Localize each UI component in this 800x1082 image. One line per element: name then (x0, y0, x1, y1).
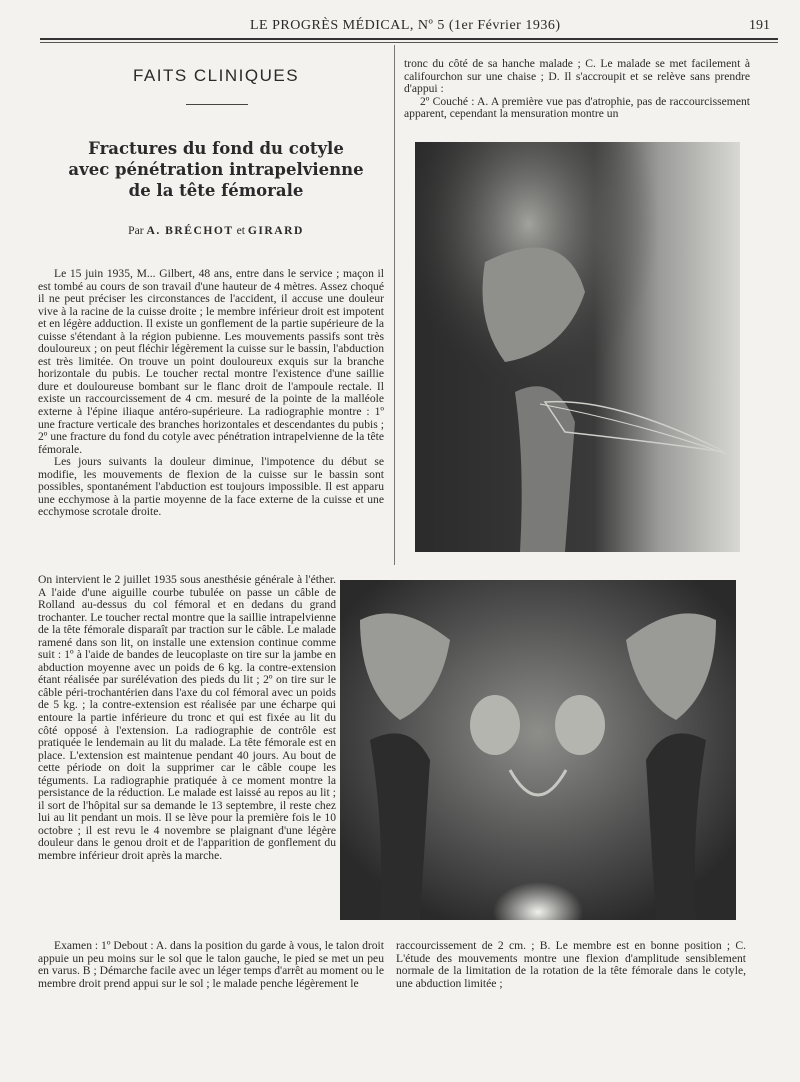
title-line: Fractures du fond du cotyle (88, 139, 344, 158)
column-divider (394, 45, 395, 565)
header-rule-thin (40, 42, 778, 43)
section-label: FAITS CLINIQUES (132, 66, 300, 85)
header-rule (40, 38, 778, 40)
radiograph-hip-right (415, 142, 740, 552)
author-name: A. BRÉCHOT (146, 224, 234, 237)
radiograph-pelvis (340, 580, 736, 920)
paragraph: raccourcissement de 2 cm. ; B. Le membre est en bonne position ; C. L'étude des mouvements montre une flexion d'amplitude sensiblement normale de la limitation de la rotation de la tête fémorale dans le cotyle, une abduction limitée ; (396, 939, 746, 990)
byline-joiner: et (236, 224, 245, 237)
radiograph-image (340, 580, 736, 920)
byline (40, 224, 392, 237)
journal-title: LE PROGRÈS MÉDICAL, Nº 5 (1er Février 1936) (250, 18, 561, 33)
section-divider (186, 104, 248, 105)
left-column-bottom-text (38, 940, 384, 990)
right-column-top-text (404, 58, 750, 121)
right-column-bottom-text (396, 940, 746, 990)
radiograph-image (415, 142, 740, 552)
title-line: de la tête fémorale (128, 181, 304, 200)
title-line: avec pénétration intrapelvienne (68, 160, 364, 179)
paragraph: 2º Couché : A. A première vue pas d'atrophie, pas de raccourcissement apparent, cependant la mensuration montre un (404, 94, 750, 121)
left-column-wrapped-text (38, 574, 336, 863)
article-title (40, 138, 392, 201)
paragraph: Le 15 juin 1935, M... Gilbert, 48 ans, entre dans le service ; maçon il est tombé au cours de son travail d'une hauteur de 4 mètres. Assez choqué il ne peut préciser les circonstances de l'accident, il accuse une douleur vive à la racine de la cuisse droite ; le membre inférieur droit est impotent et en légère adduction. Il existe un gonflement de la partie supérieure de la cuisse s'étendant à la région pubienne. Les mouvements passifs sont très douloureux ; on peut fléchir légèrement la cuisse sur le bassin, l'abduction est très limitée. On trouve un point douloureux exquis sur la branche horizontale du pubis. Le toucher rectal montre l'existence d'une saillie dure et douloureuse bombant sur le flanc droit de l'ampoule rectale. Il existe un raccourcissement de 4 cm. mesuré de la pointe de la malléole externe à l'épine iliaque antéro-supérieure. La radiographie montre : 1º une fracture verticale des branches horizontales et descendantes du pubis ; 2º une fracture du fond du cotyle avec pénétration intrapelvienne de la tête fémorale. (38, 267, 384, 456)
paragraph: Examen : 1º Debout : A. dans la position du garde à vous, le talon droit appuie un peu moins sur le sol que le talon gauche, le pied se met un peu en varus. B ; Démarche facile avec un léger temps d'arrêt au moment ou le membre droit prend appui sur le sol ; le malade penche légèrement le (38, 939, 384, 990)
paragraph: tronc du côté de sa hanche malade ; C. Le malade se met facilement à califourchon sur une chaise ; D. Il s'accroupit et se relève sans prendre d'appui : (404, 57, 750, 96)
paragraph: On intervient le 2 juillet 1935 sous anesthésie générale à l'éther. A l'aide d'une aiguille courbe tubulée on passe un câble de Rolland au-dessus du col fémoral et en dedans du grand trochanter. Le toucher rectal montre que la saillie intrapelvienne de la tête fémorale disparaît par traction sur le câble. Le malade ramené dans son lit, on installe une extension continue comme suit : 1º à l'aide de bandes de leucoplaste on tire sur la jambe en abduction moyenne avec un poids de 6 kg. la contre-extension étant réalisée par surélévation des pieds du lit ; 2º on tire sur le câble péri-trochantérien dans l'axe du col fémoral avec un poids de 5 kg. ; la contre-extension est réalisée par une écharpe qui entoure la partie inférieure du tronc et qui est fixée au lit du côté opposé à l'extension. La radiographie de contrôle est pratiquée le lendemain au lit du malade. La tête fémorale est en place. L'extension est maintenue pendant 40 jours. Au bout de cette période on doit la supprimer car le câble coupe les téguments. La radiographie pratiquée à ce moment montre la persistance de la réduction. Le malade est laissé au repos au lit ; il sort de l'hôpital sur sa demande le 13 septembre, il reste chez lui au lit pendant un mois. Il se lève pour la première fois le 10 octobre ; il est revu le 4 novembre se plaignant d'une légère douleur dans le genou droit et de l'apparition de gonflement du membre inférieur droit après la marche. (38, 573, 336, 863)
page-number: 191 (749, 18, 770, 33)
left-column-body (38, 268, 384, 519)
byline-prefix: Par (128, 224, 144, 237)
running-header (40, 18, 770, 38)
paragraph: Les jours suivants la douleur diminue, l'impotence du début se modifie, les mouvements de flexion de la cuisse sur le bassin sont possibles, spontanément l'abduction est toujours impossible. Il est apparu une ecchymose à la partie moyenne de la face externe de la cuisse et une ecchymose scrotale droite. (38, 455, 384, 519)
author-name: GIRARD (247, 224, 304, 237)
